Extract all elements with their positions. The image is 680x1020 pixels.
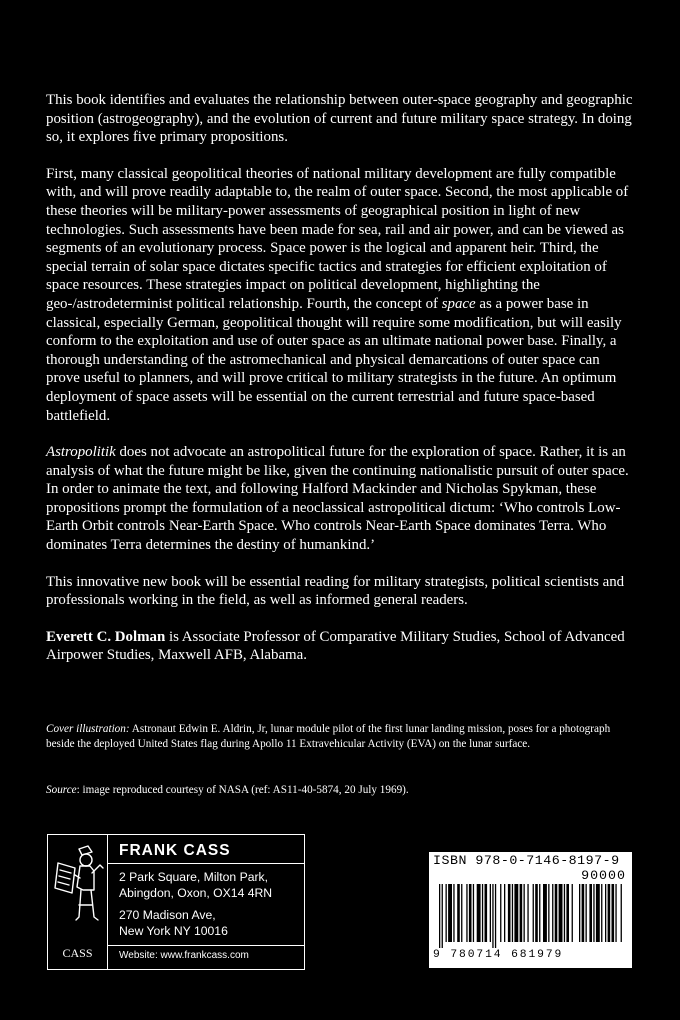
barcode-bar: [601, 884, 602, 942]
barcode-bar: [608, 884, 611, 942]
barcode-bar: [533, 884, 534, 942]
audience-paragraph: This innovative new book will be essential reading for military strategists, political scientists and professionals working in the field, as well as informed general readers.: [46, 573, 625, 609]
barcode-bar: [589, 884, 592, 942]
publisher-logo-text: CASS: [62, 946, 93, 960]
barcode-bar: [552, 884, 553, 942]
author-paragraph: Everett C. Dolman is Associate Professor of Comparative Military Studies, School of Advanced Airpower Studies, Maxwell AFB, Alabama.: [46, 628, 625, 664]
barcode-bar: [514, 884, 518, 942]
barcode-bar: [477, 884, 481, 942]
barcode-bar: [548, 884, 549, 942]
barcode-bar: [612, 884, 615, 942]
barcode-bar: [621, 884, 622, 942]
barcode-bar: [615, 884, 616, 942]
barcode-bar: [442, 884, 443, 948]
publisher-name: FRANK CASS: [119, 842, 231, 859]
barcode-bar: [524, 884, 525, 942]
barcode-bar: [535, 884, 538, 942]
publisher-logo: [48, 835, 108, 969]
barcode-bar: [492, 884, 493, 948]
barcode-bar: [596, 884, 600, 942]
barcode-bar: [572, 884, 573, 942]
barcode-bar: [495, 884, 496, 948]
barcode-bar: [543, 884, 547, 942]
barcode-bar: [566, 884, 569, 942]
barcode-bar: [453, 884, 454, 942]
barcode-bar: [539, 884, 540, 942]
isbn-text: ISBN 978-0-7146-8197-9: [433, 853, 620, 868]
propositions-paragraph: First, many classical geopolitical theories of national military development are fully compatible with, and will prove readily adaptable to, the realm of outer space. Second, the most applicable of these theories will be military-power assessments of geographical position in light of new technologies. Such assessments have been made for sea, rail and air power, and can be viewed as segments of an evolutionary process. Space power is the logical and apparent heir. Third, the special terrain of solar space dictates specific tactics and strategies for efficient exploitation of space resources. These strategies impact on political development, highlighting the geo-/astrodeterminist political relationship. Fourth, the concept of space as a power base in classical, especially German, geopolitical thought will require some modification, but will easily conform to the exploitation and use of outer space as an ultimate national power base. Finally, a thorough understanding of the astromechanical and physical demarcations of outer space can prove useful to planners, and will prove critical to military strategists in the future. An optimum deployment of space assets will be essential on the current terrestrial and future space-based battlefield.: [46, 165, 629, 424]
publisher-divider: [108, 863, 304, 864]
publisher-block: [47, 834, 305, 970]
publisher-website: Website: www.frankcass.com: [119, 950, 249, 961]
barcode-bar: [582, 884, 585, 942]
cover-illustration-credit: Cover illustration: Astronaut Edwin E. Aldrin, Jr, lunar module pilot of the first lunar landing mission, poses for a photograph beside the deployed United States flag during Apollo 11 Extravehicular Activity (EVA) on the lunar surface.: [46, 723, 611, 750]
barcode-bar: [469, 884, 472, 942]
barcode-number: 9 780714 681979: [433, 949, 564, 961]
barcode-bar: [586, 884, 587, 942]
ean-barcode-bars: [439, 884, 573, 948]
barcode-bar: [520, 884, 523, 942]
barcode-bar: [490, 884, 491, 942]
price-addon-text: 90000: [581, 868, 626, 883]
barcode-bar: [448, 884, 452, 942]
barcode-bar: [527, 884, 528, 942]
barcode-bar: [579, 884, 580, 942]
barcode-bar: [446, 884, 447, 942]
uk-address: 2 Park Square, Milton Park, Abingdon, Oxon, OX14 4RN: [119, 870, 273, 900]
barcode-bar: [512, 884, 513, 942]
barcode-bar: [473, 884, 474, 942]
barcode-bar: [482, 884, 483, 942]
town-crier-logo-icon: [48, 835, 107, 941]
back-cover-description: [46, 91, 634, 683]
source-credit: Source: image reproduced courtesy of NASA (ref: AS11-40-5874, 20 July 1969).: [46, 784, 409, 796]
barcode-bar: [555, 884, 558, 942]
barcode-bar: [508, 884, 511, 942]
barcode-bar: [466, 884, 467, 942]
barcode-bar: [485, 884, 488, 942]
author-name: Everett C. Dolman: [46, 628, 166, 645]
isbn-barcode: [429, 852, 632, 968]
barcode-bar: [439, 884, 440, 948]
publisher-divider-bottom: [108, 945, 304, 946]
barcode-bar: [564, 884, 565, 942]
barcode-bar: [593, 884, 594, 942]
intro-paragraph: This book identifies and evaluates the relationship between outer-space geography and geographic position (astrogeography), and the evolution of current and future military space strategy. In doing so, it explores five primary propositions.: [46, 92, 633, 146]
barcode-bar: [457, 884, 460, 942]
us-address: 270 Madison Ave, New York NY 10016: [119, 908, 228, 938]
barcode-bar: [504, 884, 505, 942]
addon-barcode-bars: [579, 884, 625, 948]
barcode-bar: [605, 884, 606, 942]
barcode-bar: [500, 884, 501, 942]
dictum-paragraph: Astropolitik does not advocate an astropolitical future for the exploration of space. Rather, it is an analysis of what the future might be like, given the continuing nationalistic pursuit of outer space. In order to animate the text, and following Halford Mackinder and Nicholas Spykman, these propositions prompt the formulation of a neoclassical astropolitical dictum: ‘Who controls Low-Earth Orbit controls Near-Earth Space. Who controls Near-Earth Space dominates Terra. Who dominates Terra determines the destiny of humankind.’: [46, 444, 629, 554]
barcode-bar: [461, 884, 462, 942]
barcode-bar: [559, 884, 563, 942]
